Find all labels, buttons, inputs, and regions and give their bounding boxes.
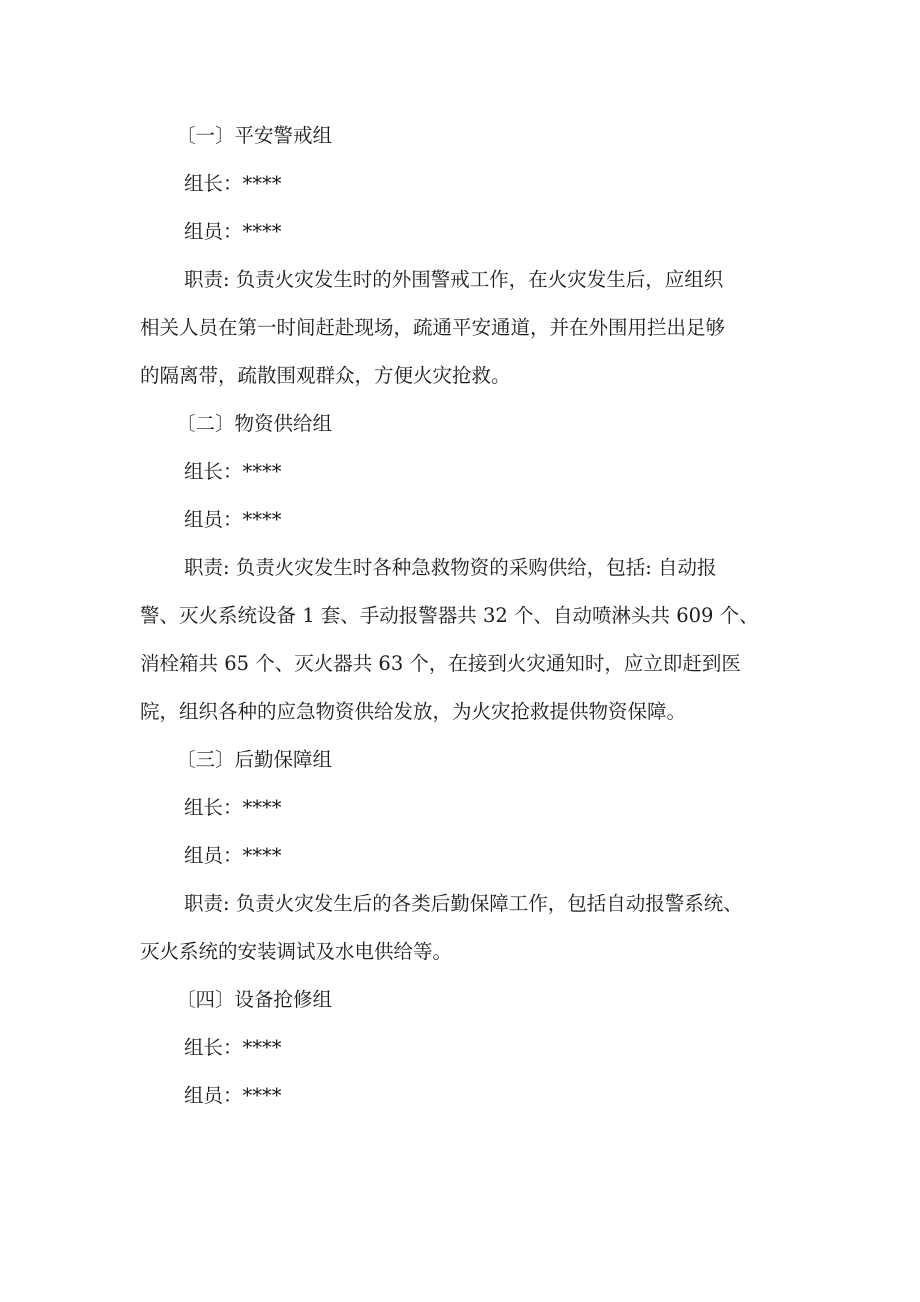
- section-members: 组员：****: [184, 508, 282, 531]
- document-page: [140, 112, 785, 1120]
- duty-line: 灭火系统的安装调试及水电供给等。: [140, 940, 453, 963]
- section-heading: 〔四〕设备抢修组: [176, 988, 333, 1011]
- section-members: 组员：****: [184, 1084, 282, 1107]
- section-repair: [140, 976, 785, 1120]
- duty-line: 职责: 负责火灾发生时的外围警戒工作，在火灾发生后，应组织: [184, 268, 724, 291]
- section-members: 组员：****: [184, 844, 282, 867]
- duty-line: 院，组织各种的应急物资供给发放，为火灾抢救提供物资保障。: [140, 700, 687, 723]
- section-heading: 〔三〕后勤保障组: [176, 748, 333, 771]
- section-heading: 〔一〕平安警戒组: [176, 124, 333, 147]
- section-leader: 组长：****: [184, 460, 282, 483]
- section-leader: 组长：****: [184, 796, 282, 819]
- duty-line: 相关人员在第一时间赶赴现场，疏通平安通道，并在外围用拦出足够: [140, 316, 726, 339]
- duty-line: 消栓箱共 65 个、灭火器共 63 个，在接到火灾通知时，应立即赶到医: [140, 652, 741, 675]
- section-leader: 组长：****: [184, 172, 282, 195]
- section-supplies: [140, 400, 785, 736]
- duty-line: 职责: 负责火灾发生后的各类后勤保障工作，包括自动报警系统、: [184, 892, 743, 915]
- duty-line: 职责: 负责火灾发生时各种急救物资的采购供给，包括: 自动报: [184, 556, 717, 579]
- duty-line: 警、灭火系统设备 1 套、手动报警器共 32 个、自动喷淋头共 609 个、: [140, 604, 759, 627]
- section-security: [140, 112, 785, 400]
- section-heading: 〔二〕物资供给组: [176, 412, 333, 435]
- duty-line: 的隔离带，疏散围观群众，方便火灾抢救。: [140, 364, 511, 387]
- section-logistics: [140, 736, 785, 976]
- section-members: 组员：****: [184, 220, 282, 243]
- section-leader: 组长：****: [184, 1036, 282, 1059]
